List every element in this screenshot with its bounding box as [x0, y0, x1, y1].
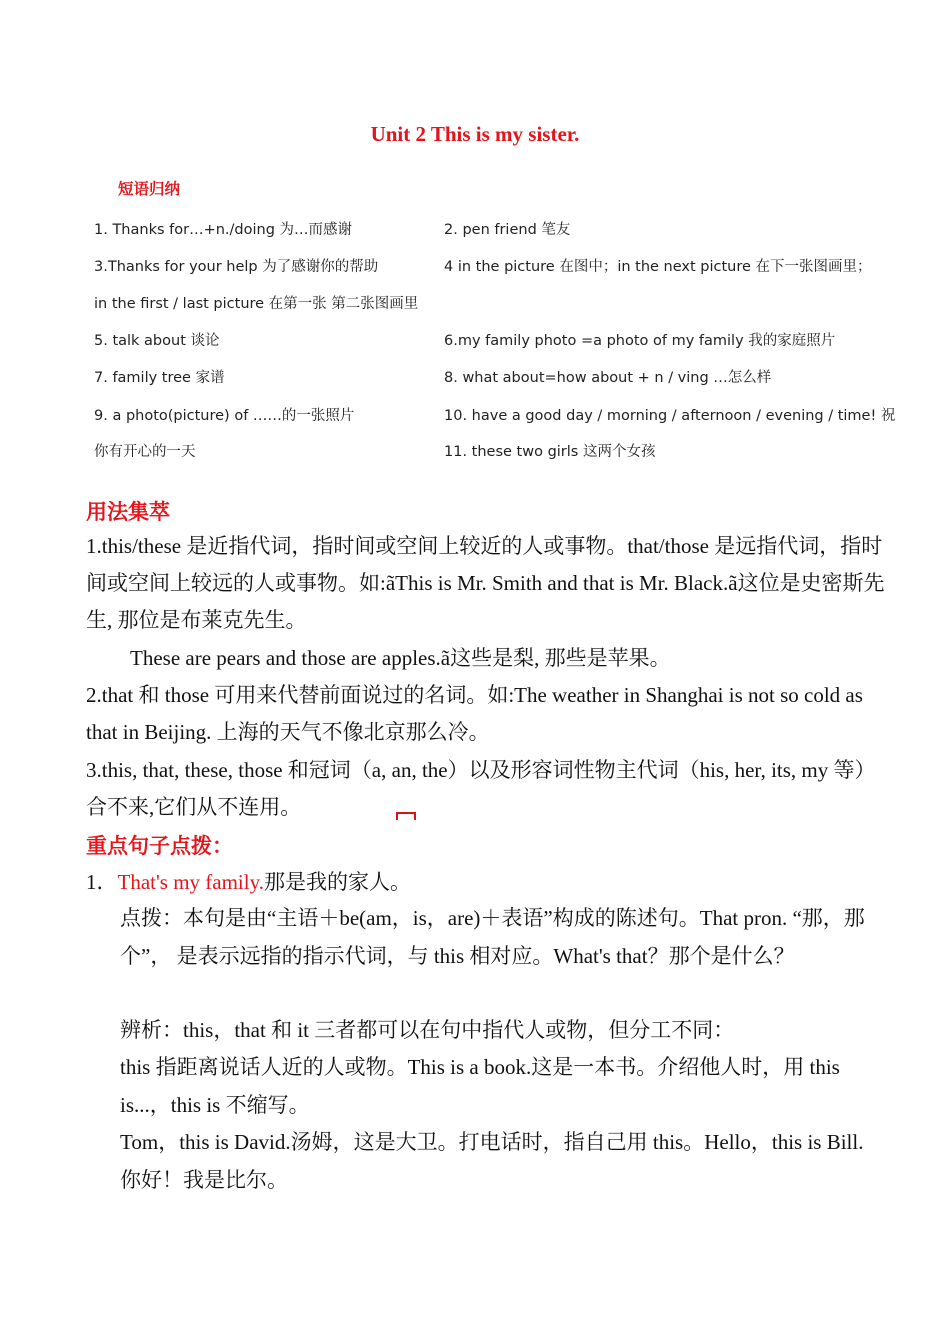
key-sentence-chinese: 那是我的家人。	[263, 870, 411, 894]
key-sentence-1	[86, 866, 411, 896]
usage-heading: 用法集萃	[86, 500, 170, 524]
usage-paragraph-1b: These are pears and those are apples.ã这些是梨, 那些是苹果。	[130, 646, 671, 670]
decorative-mark	[396, 812, 416, 820]
phrase-item: 10. have a good day / morning / afternoon / evening / time! 祝	[444, 408, 896, 424]
phrase-item: 8. what about=how about + n / ving …怎么样	[444, 370, 772, 386]
note-example: Tom，this is David.汤姆，这是大卫。打电话时，指自己用 this。Hello，this is Bill.你好！我是比尔。	[120, 1130, 864, 1192]
note-explanation: 点拨：本句是由“主语＋be(am，is，are)＋表语”构成的陈述句。That pron. “那，那个”， 是表示远指的指示代词，与 this 相对应。What's that？那个是什么？	[120, 906, 865, 968]
note-this: this 指距离说话人近的人或物。This is a book.这是一本书。介绍他人时，用 this is...，this is 不缩写。	[120, 1055, 840, 1117]
phrase-heading: 短语归纳	[118, 180, 181, 198]
phrase-item: 3.Thanks for your help 为了感谢你的帮助	[94, 259, 379, 275]
phrase-item: 2. pen friend 笔友	[444, 222, 571, 238]
phrase-item: 7. family tree 家谱	[94, 370, 225, 386]
usage-paragraph-1: 1.this/these 是近指代词，指时间或空间上较近的人或事物。that/those 是远指代词，指时间或空间上较远的人或事物。如:ãThis is Mr. Smith and that is Mr. Black.ã这位是史密斯先生, 那位是布莱克先生。	[86, 534, 885, 632]
note-comparison: 辨析：this，that 和 it 三者都可以在句中指代人或物，但分工不同：	[120, 1018, 735, 1042]
phrase-item: 1. Thanks for…+n./doing 为…而感谢	[94, 222, 353, 238]
usage-paragraph-3: 3.this, that, these, those 和冠词（a, an, the）以及形容词性物主代词（his, her, its, my 等）合不来,它们从不连用。	[86, 758, 876, 819]
usage-paragraph-2: 2.that 和 those 可用来代替前面说过的名词。如:The weather in Shanghai is not so cold as that in Beijing. 上海的天气不像北京那么冷。	[86, 683, 863, 744]
phrase-item: 11. these two girls 这两个女孩	[444, 444, 656, 460]
item-number: 1．	[86, 870, 118, 894]
phrase-item: in the first / last picture 在第一张 第二张图画里	[94, 296, 419, 312]
phrase-item: 5. talk about 谈论	[94, 333, 220, 349]
phrase-item: 你有开心的一天	[94, 444, 196, 460]
key-sentence-english: That's my family.	[117, 870, 264, 894]
key-sentences-heading: 重点句子点拨：	[86, 834, 233, 858]
phrase-item: 6.my family photo =a photo of my family 我的家庭照片	[444, 333, 836, 349]
page-title: Unit 2 This is my sister.	[370, 122, 580, 146]
phrase-item: 9. a photo(picture) of ……的一张照片	[94, 408, 355, 424]
phrase-item: 4 in the picture 在图中；in the next picture 在下一张图画里；	[444, 259, 872, 275]
